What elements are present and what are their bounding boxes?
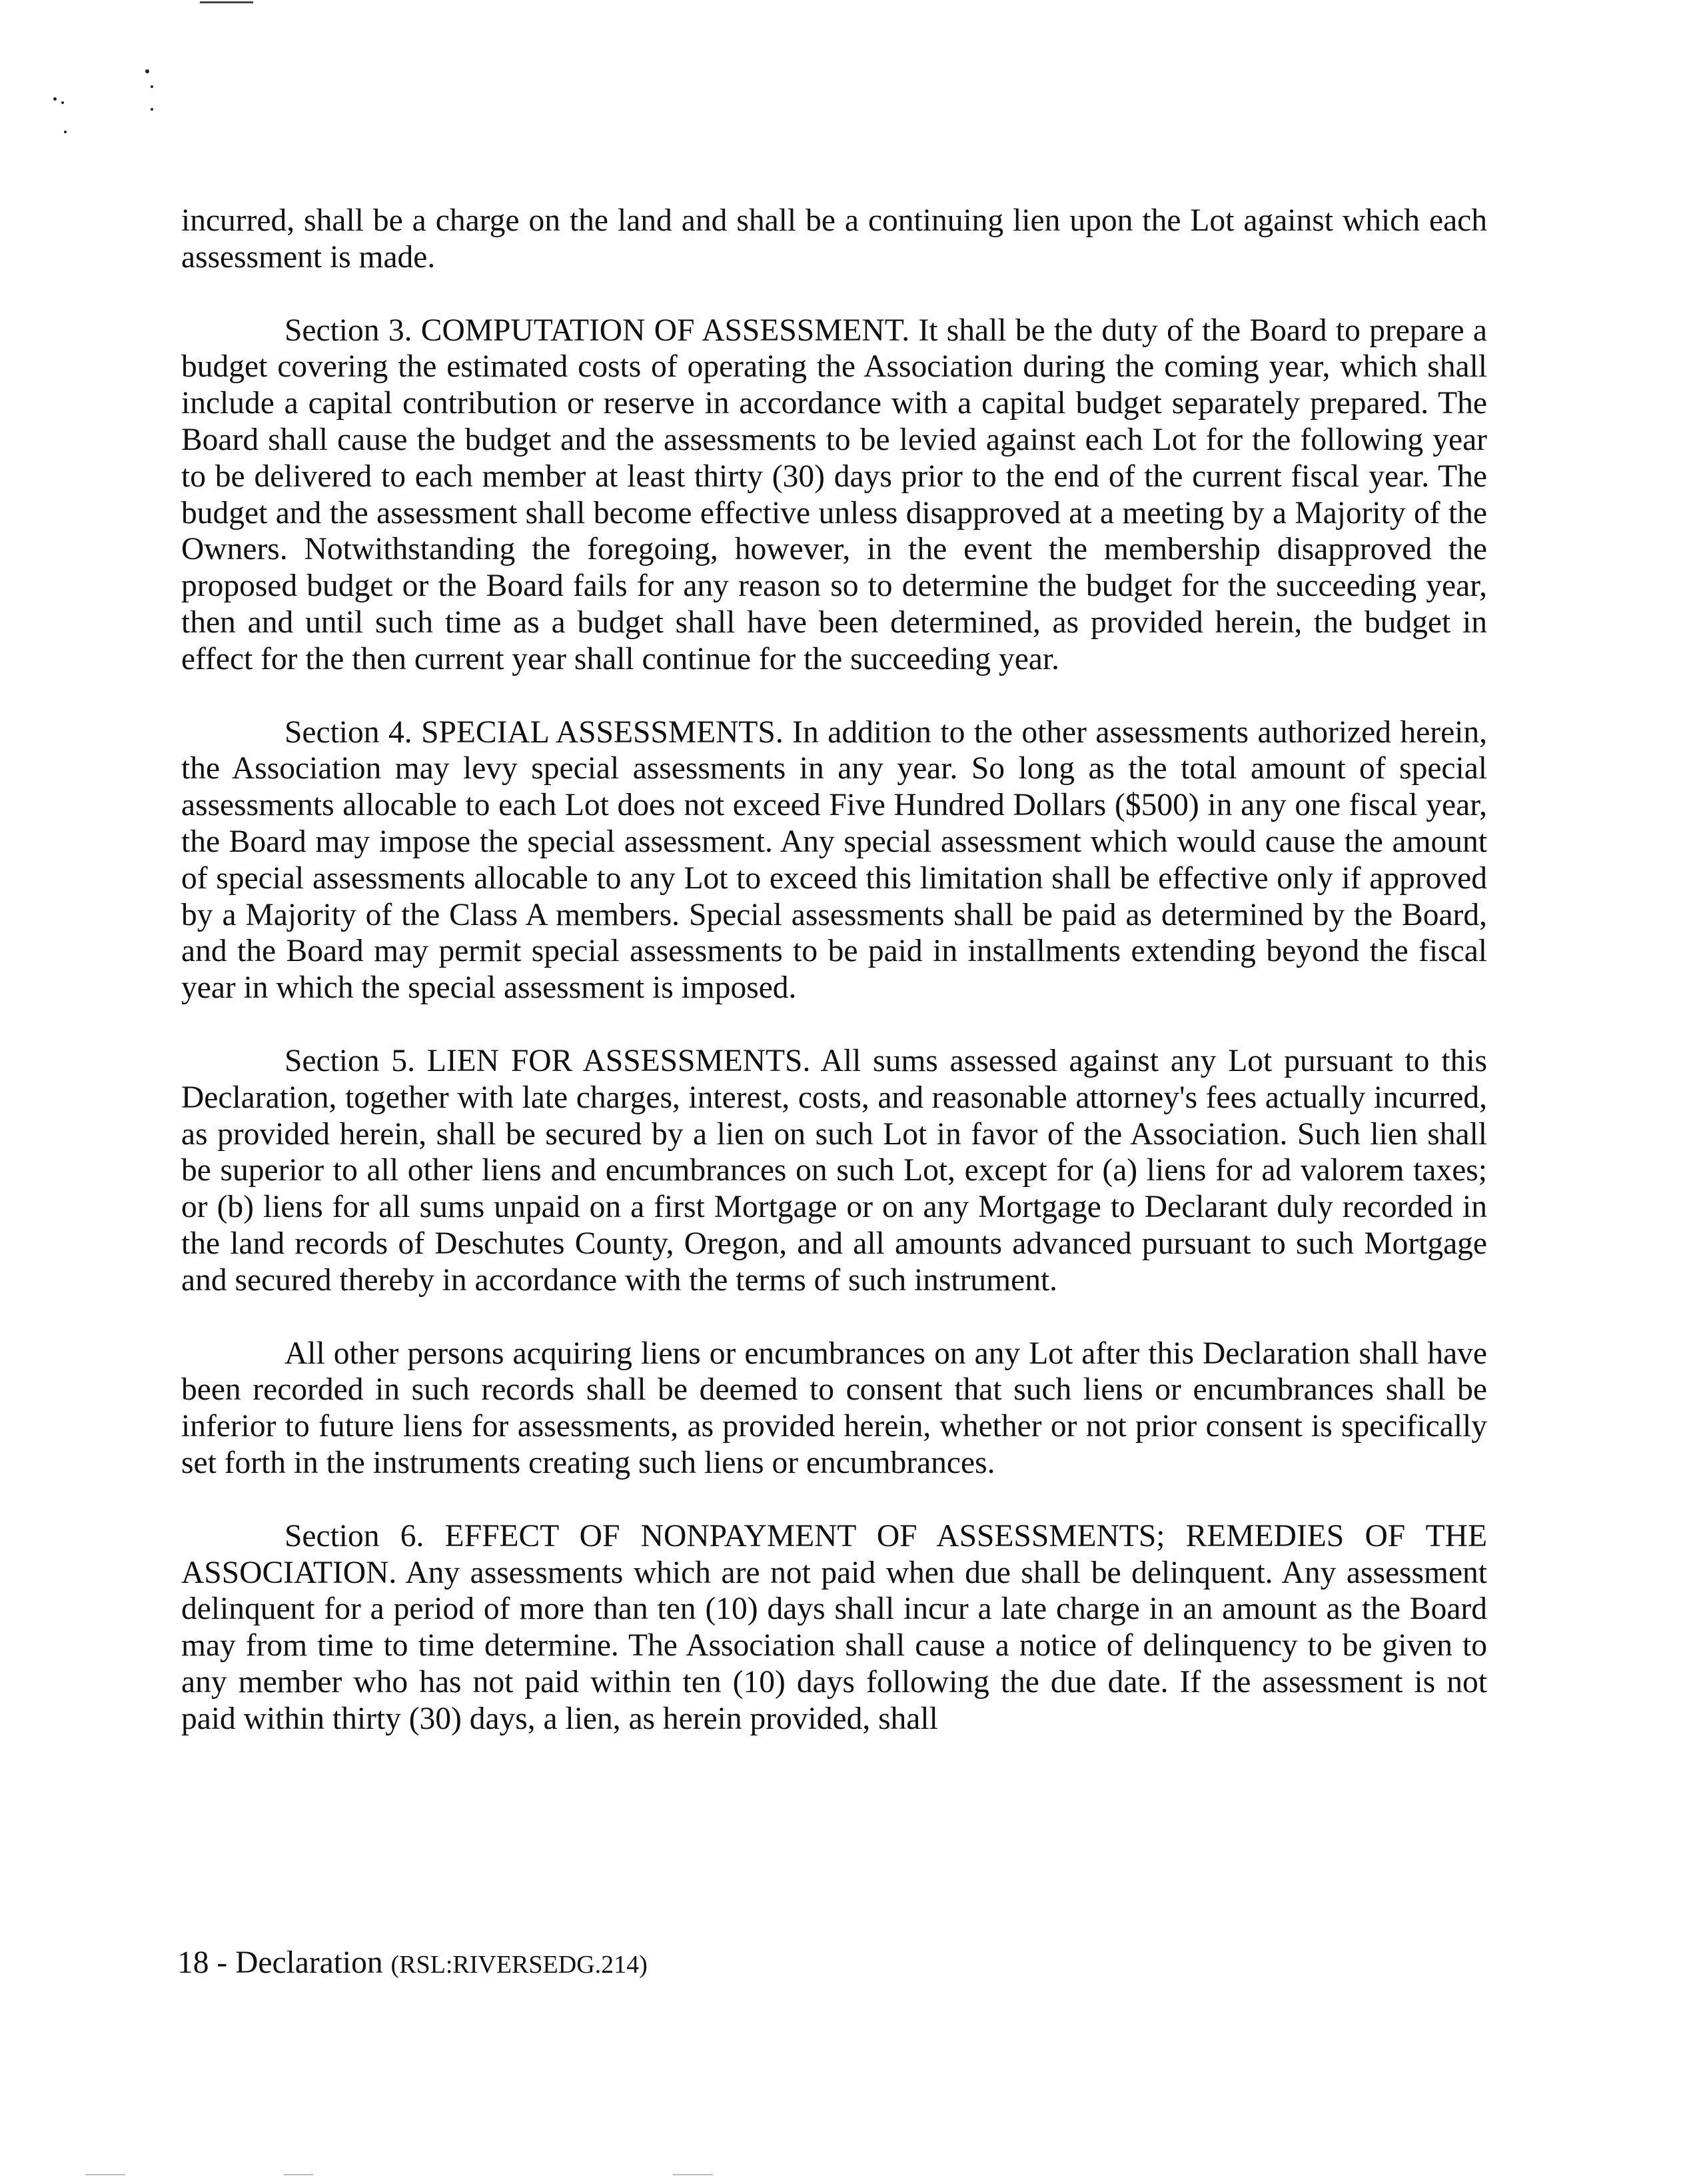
scan-artifact-line bbox=[673, 2174, 713, 2175]
scan-artifact-dot bbox=[53, 97, 57, 101]
document-reference: (RSL:RIVERSEDG.214) bbox=[390, 1951, 648, 1979]
paragraph-section-6: Section 6. EFFECT OF NONPAYMENT OF ASSESSMENTS; REMEDIES OF THE ASSOCIATION. Any assessments which are not paid when due shall be delinquent. Any assessment delinquent for a period of more than ten (10) days shall incur a late charge in an amount as the Board may from time to time determine. The Association shall cause a notice of delinquency to be given to any member who has not paid within ten (10) days following the due date. If the assessment is not paid within thirty (30) days, a lien, as herein provided, shall bbox=[181, 1518, 1487, 1736]
scan-artifact-dot bbox=[151, 85, 153, 88]
paragraph-section-4: Section 4. SPECIAL ASSESSMENTS. In addition to the other assessments authorized herein, the Association may levy special assessments in any year. So long as the total amount of special assessments allocable to each Lot does not exceed Five Hundred Dollars ($500) in any one fiscal year, the Board may impose the special assessment. Any special assessment which would cause the amount of special assessments allocable to any Lot to exceed this limitation shall be effective only if approved by a Majority of the Class A members. Special assessments shall be paid as determined by the Board, and the Board may permit special assessments to be paid in installments extending beyond the fiscal year in which the special assessment is imposed. bbox=[181, 714, 1487, 1006]
paragraph-section-5: Section 5. LIEN FOR ASSESSMENTS. All sums assessed against any Lot pursuant to this Declaration, together with late charges, interest, costs, and reasonable attorney's fees actually incurred, as provided herein, shall be secured by a lien on such Lot in favor of the Association. Such lien shall be superior to all other liens and encumbrances on such Lot, except for (a) liens for ad valorem taxes; or (b) liens for all sums unpaid on a first Mortgage or on any Mortgage to Declarant duly recorded in the land records of Deschutes County, Oregon, and all amounts advanced pursuant to such Mortgage and secured thereby in accordance with the terms of such instrument. bbox=[181, 1043, 1487, 1298]
page-footer bbox=[177, 1945, 648, 1983]
page-label: 18 - Declaration bbox=[177, 1945, 383, 1980]
scan-artifact-dot bbox=[64, 131, 67, 133]
scan-artifact-dot bbox=[145, 69, 149, 73]
paragraph-continuation: incurred, shall be a charge on the land and shall be a continuing lien upon the Lot against which each assessment is made. bbox=[181, 203, 1487, 275]
scan-artifact-line bbox=[200, 1, 253, 3]
scan-artifact-dot bbox=[151, 108, 153, 111]
paragraph-section-3: Section 3. COMPUTATION OF ASSESSMENT. It shall be the duty of the Board to prepare a budget covering the estimated costs of operating the Association during the coming year, which shall include a capital contribution or reserve in accordance with a capital budget separately prepared. The Board shall cause the budget and the assessments to be levied against each Lot for the following year to be delivered to each member at least thirty (30) days prior to the end of the current fiscal year. The budget and the assessment shall become effective unless disapproved at a meeting by a Majority of the Owners. Notwithstanding the foregoing, however, in the event the membership disapproved the proposed budget or the Board fails for any reason so to determine the budget for the succeeding year, then and until such time as a budget shall have been determined, as provided herein, the budget in effect for the then current year shall continue for the succeeding year. bbox=[181, 313, 1487, 676]
scan-artifact-line bbox=[284, 2174, 313, 2175]
document-body bbox=[181, 203, 1487, 1773]
scan-artifact-line bbox=[85, 2174, 125, 2175]
scan-artifact-dot bbox=[61, 101, 64, 104]
paragraph-section-5-continued: All other persons acquiring liens or encumbrances on any Lot after this Declaration shall have been recorded in such records shall be deemed to consent that such liens or encumbrances shall be inferior to future liens for assessments, as provided herein, whether or not prior consent is specifically set forth in the instruments creating such liens or encumbrances. bbox=[181, 1336, 1487, 1480]
